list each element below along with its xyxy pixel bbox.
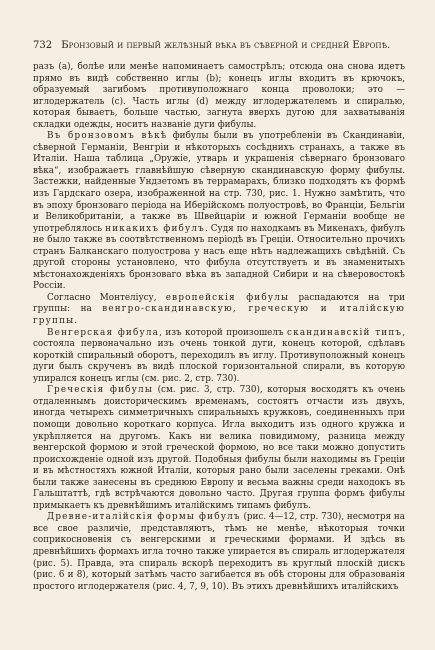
text-run: распадаются на три группы: на [33, 292, 406, 315]
running-header [33, 40, 413, 52]
paragraph [33, 62, 405, 131]
text-run: (рис. 4—12, стр. 730), несмотря на все свое различіе, представляютъ, тѣмъ не менѣе, нѣкоторыя точки соприкосновенія съ венгерскими и греческими формами. И здѣсь въ древнѣйшихъ формахъ игла точно также упирается въ спираль иглодержателя (рис. 5). Правда, эта спираль вскорѣ переходитъ въ круглый плоскій дискъ (рис. 6 и 8), который затѣмъ часто загибается въ обѣ стороны для образованія простого иглодержателя (рис. 4, 7, 9, 10). Въ этихъ древнѣйшихъ италійскихъ [33, 512, 406, 592]
paragraph [33, 385, 405, 512]
paragraph [33, 328, 405, 386]
spaced-term: европейскія фибулы [165, 292, 290, 303]
body-text [33, 62, 405, 593]
text-run: фибулы были въ употребленіи въ Скандинавіи, сѣверной Германіи, Венгріи и нѣкоторыхъ сосѣднихъ странахъ, а также въ Италіи. Наша таблица „Оружіе, утварь и украшенія сѣвернаго бронзоваго вѣка“, изображаетъ главнѣйшую сѣверную скандинавскую форму фибулы. Застежки, найденные Ундзетомъ въ террамарахъ, близко подходятъ къ формѣ изъ Гардскаго озера, изображенной на стр. 730, рис. 1. Нужно замѣтить, что въ эпоху бронзоваго періода на Иберійскомъ полуостровѣ, во Франціи, Бельгіи и Великобританіи, а также въ Швейцаріи и южной Германіи вообще не употреблялось [33, 131, 405, 234]
spaced-term: Древне-италійскія формы фибулъ [47, 512, 241, 523]
paragraph [33, 131, 405, 293]
spaced-term: Въ бронзовомъ вѣкѣ [47, 131, 168, 142]
text-run: . [74, 316, 78, 327]
spaced-term: Греческія фибулы [47, 385, 154, 396]
spaced-term: Венгерская фибула [47, 327, 160, 338]
paragraph [33, 512, 405, 593]
text-run: , состояла первоначально изъ очень тонкой дуги, конецъ которой, сдѣлавъ короткій спиральный оборотъ, переходилъ въ иглу. Противуположный конецъ дуги былъ скрученъ въ видѣ плоской горизонтальной спирали, въ которую упирался конецъ иглы (см. рис. 2, стр. 730). [33, 327, 406, 384]
text-run: (см. рис. 3, стр. 730), которыя восходятъ къ очень отдаленнымъ доисторическимъ временамъ, состоятъ отчасти изъ двухъ, иногда четырехъ симметричныхъ спиральныхъ кружковъ, соединенныхъ при помощи довольно короткаго корпуса. Игла выходитъ изъ одного кружка и укрѣпляется на другомъ. Какъ ни велика повидимому, разница между венгерской формою и этой греческой формою, но все таки можно допустить происхожденіе одной изъ другой. Подобныя фибулы были находимы въ Греціи и въ мѣстностяхъ южной Италіи, которыя рано были заселены греками. Онѣ были также занесены въ среднюю Европу и весьма важны среди находокъ въ Гальштаттѣ, гдѣ встрѣчаются довольно часто. Другая группа формъ фибулы примыкаетъ къ древнѣйшимъ италійскимъ типамъ фибулъ. [33, 385, 405, 511]
spaced-term: никакихъ фибулъ [105, 223, 205, 234]
running-title: Бронзовый и первый желѣзный вѣка въ сѣверной и средней Европѣ. [61, 40, 391, 51]
spaced-term: венгро-скандинавскую, греческую и италійскую группы [33, 304, 405, 327]
text-run: , изъ которой произошелъ [159, 327, 287, 338]
page-number: 732 [33, 40, 53, 51]
text-run: Согласно Монтеліусу, [47, 292, 166, 303]
text-run: разъ (a), болѣе или менѣе напоминаетъ самострѣлъ; отсюда она снова идетъ прямо въ видѣ собственно иглы (b); конецъ иглы входитъ въ крючокъ, образуемый загибомъ противуположнаго конца проволоки; это — иглодержатель (c). Часть иглы (d) между иглодержателемъ и спиралью, которая бываетъ, больше частью, загнута вверхъ дугою для захватыванія складки одежды, носитъ названіе дуги фибулы. [33, 62, 405, 130]
paragraph [33, 293, 405, 328]
text-run: . Судя по находкамъ въ Микенахъ, фибулъ не было также въ соотвѣтственномъ періодѣ въ Греціи. Относительно прочихъ странъ Балканскаго полуострова у насъ еще нѣтъ надлежащихъ свѣдѣній. Съ другой стороны установлено, что фибула отсутствуетъ и въ знаменитыхъ мѣстонахожденіяхъ бронзоваго вѣка въ западной Сибири и на сѣверовостокѣ Россіи. [33, 223, 406, 292]
spaced-term: скандинавскій типъ [287, 327, 403, 338]
